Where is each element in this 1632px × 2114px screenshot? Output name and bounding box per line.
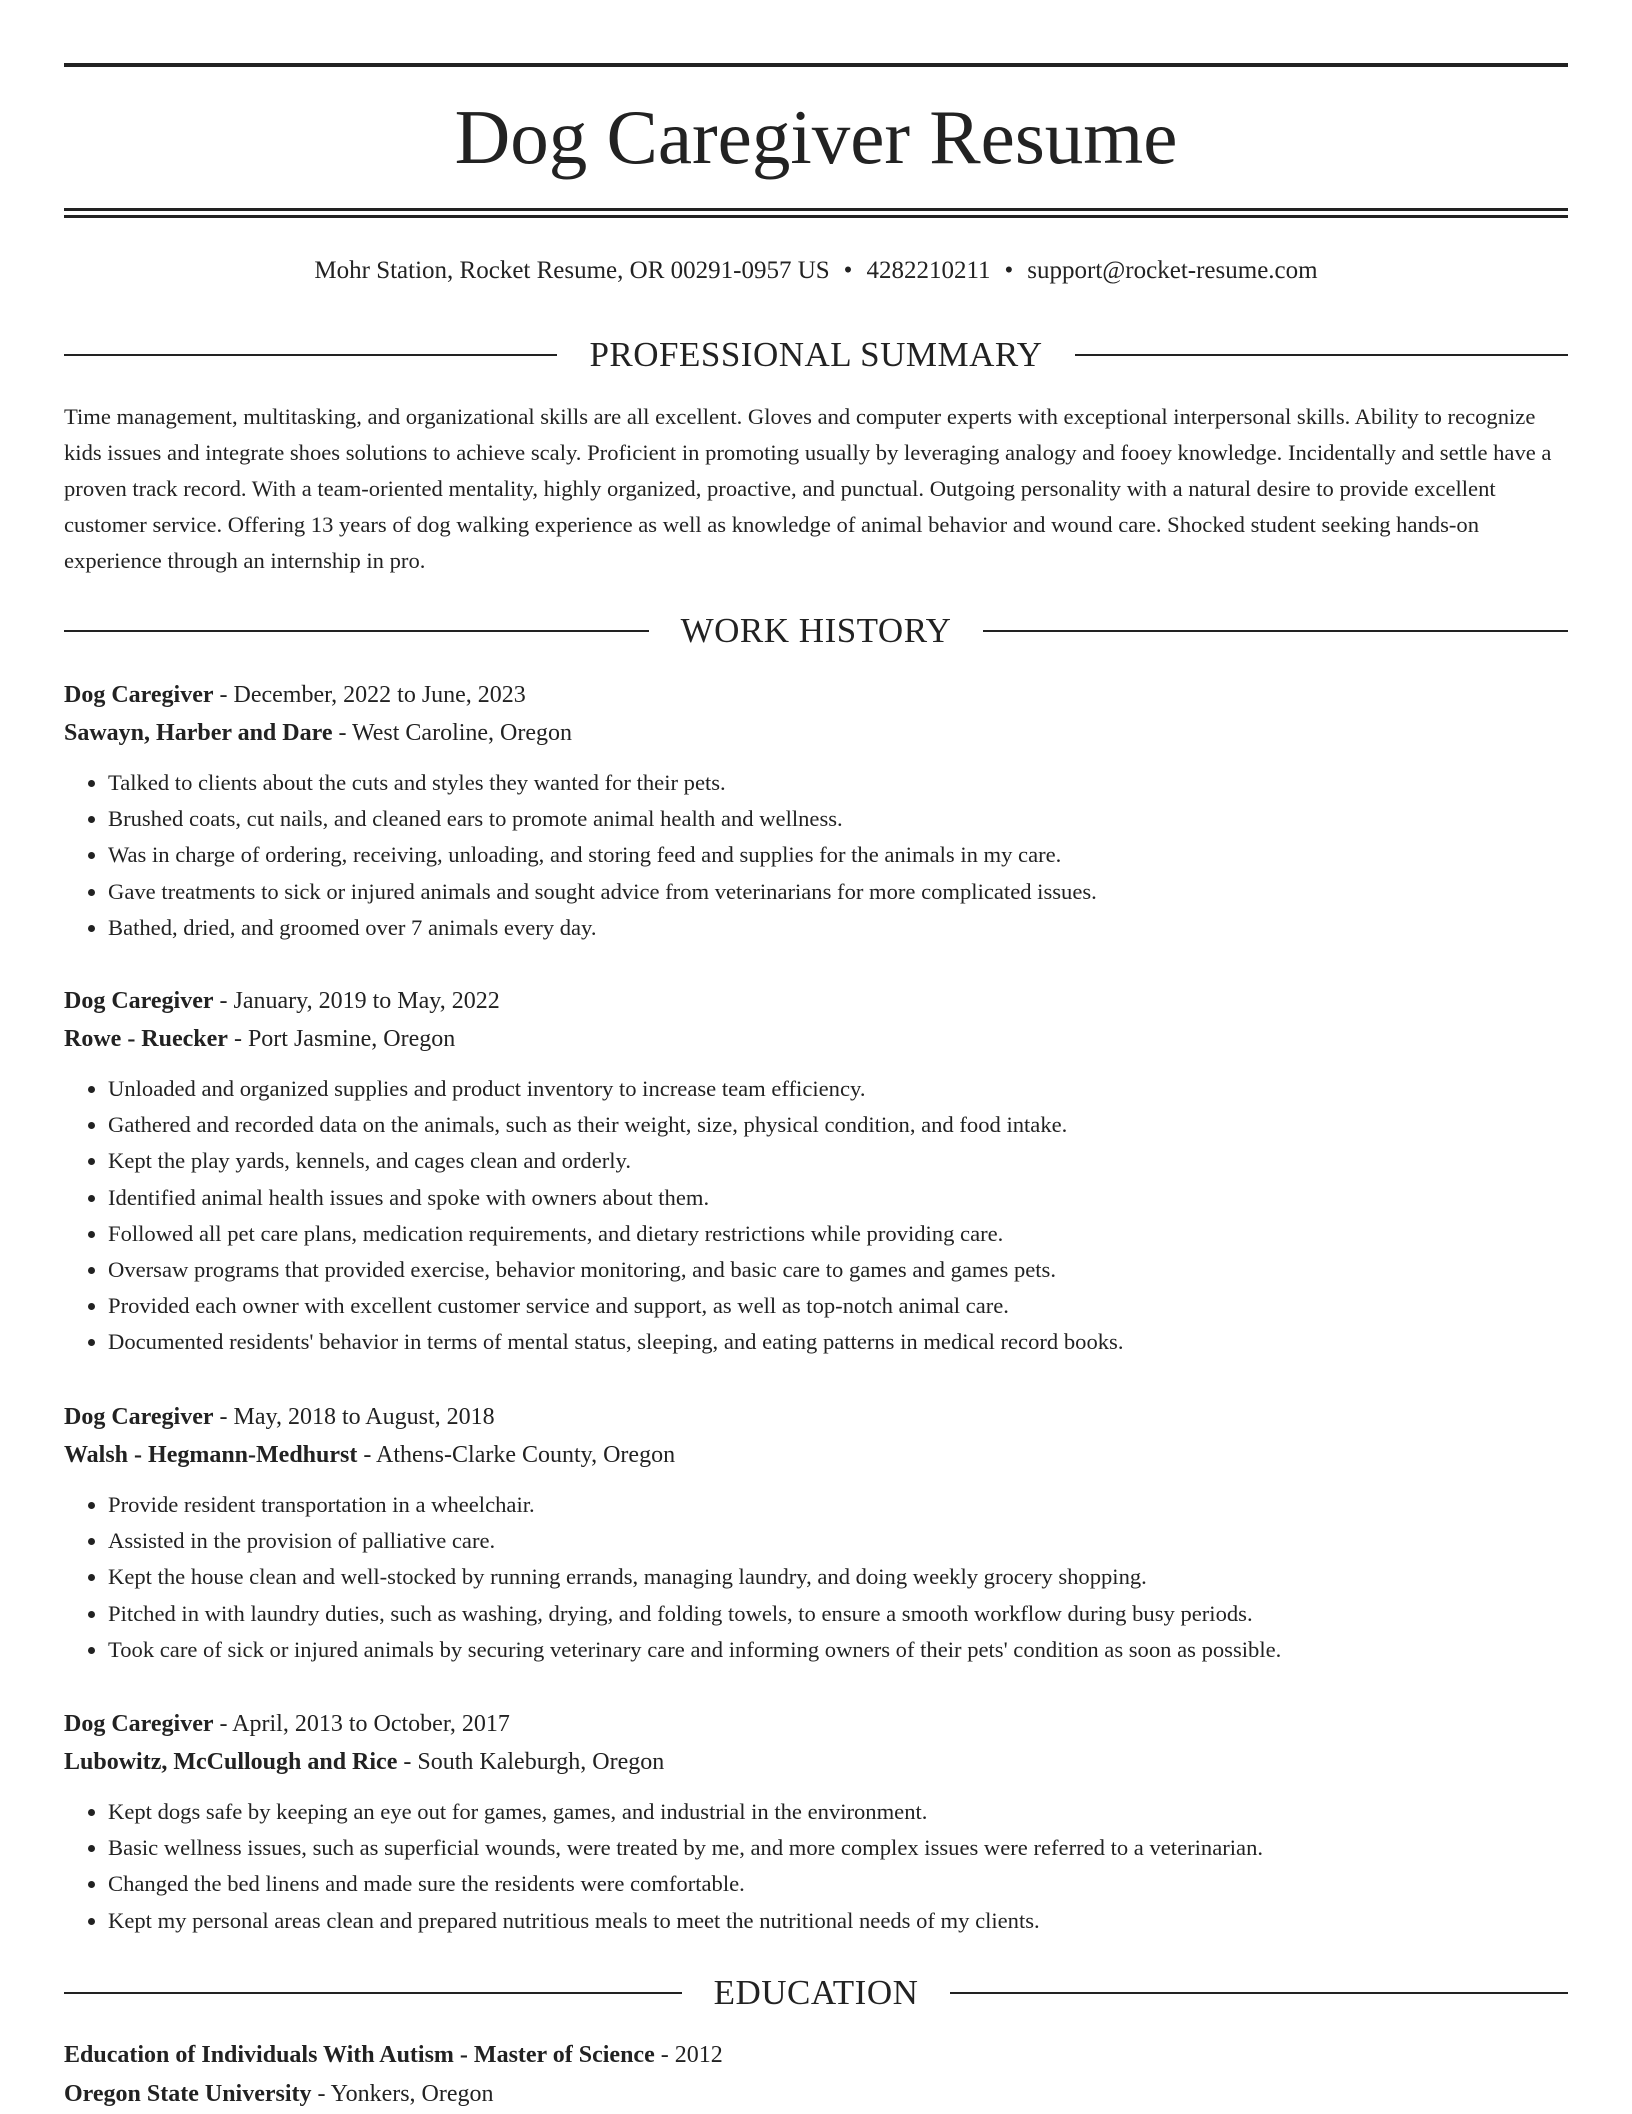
job-entry [64,982,1568,1361]
degree-name: Education of Individuals With Autism - Master of Science [64,2042,655,2068]
top-rule [64,63,1568,67]
bullet-item: • Changed the bed linens and made sure the residents were comfortable. [108,1866,1568,1902]
employer-name: Walsh - Hegmann-Medhurst [64,1442,358,1468]
bullet-item: • Kept the house clean and well-stocked by running errands, managing laundry, and doing weekly grocery shopping. [108,1559,1568,1595]
bullet-item: • Kept dogs safe by keeping an eye out for games, games, and industrial in the environment. [108,1794,1568,1830]
bullet-item: • Brushed coats, cut nails, and cleaned ears to promote animal health and wellness. [108,801,1568,837]
job-title-line [64,1398,1568,1436]
bullet-item: • Basic wellness issues, such as superficial wounds, were treated by me, and more complex issues were referred to a veterinarian. [108,1830,1568,1866]
section-title: WORK HISTORY [680,611,952,650]
bullet-item: • Identified animal health issues and spoke with owners about them. [108,1180,1568,1216]
contact-separator: • [1004,257,1014,284]
contact-separator: • [843,257,853,284]
employer-name: Rowe - Ruecker [64,1026,228,1052]
education-entry [64,2036,1568,2114]
section-heading-summary [64,333,1568,377]
employer-line [64,714,1568,752]
job-title: Dog Caregiver [64,1404,214,1430]
employer-location: - Port Jasmine, Oregon [227,1026,456,1052]
heading-rule [64,630,649,632]
job-bullets [64,1794,1568,1939]
bullet-item: • Oversaw programs that provided exercise, behavior monitoring, and basic care to games and games pets. [108,1252,1568,1288]
job-title-line [64,676,1568,714]
school-line [64,2075,1568,2114]
employer-location: - West Caroline, Oregon [332,720,573,746]
heading-rule [64,1992,682,1994]
employer-line [64,1743,1568,1781]
contact-phone: 4282210211 [866,257,991,284]
job-title: Dog Caregiver [64,988,214,1014]
job-dates: - January, 2019 to May, 2022 [213,988,500,1014]
employer-line [64,1020,1568,1058]
degree-year: - 2012 [654,2042,723,2068]
job-bullets [64,765,1568,946]
school-name: Oregon State University [64,2081,312,2107]
job-bullets [64,1487,1568,1668]
employer-name: Lubowitz, McCullough and Rice [64,1749,398,1775]
bullet-item: • Took care of sick or injured animals by securing veterinary care and informing owners of their pets' condition as soon as possible. [108,1632,1568,1668]
bullet-item: • Gathered and recorded data on the animals, such as their weight, size, physical condition, and food intake. [108,1107,1568,1143]
contact-email: support@rocket-resume.com [1027,257,1318,284]
section-title: EDUCATION [713,1973,919,2012]
bullet-item: • Unloaded and organized supplies and product inventory to increase team efficiency. [108,1071,1568,1107]
bullet-item: • Pitched in with laundry duties, such as washing, drying, and folding towels, to ensure a smooth workflow during busy periods. [108,1596,1568,1632]
heading-rule [1075,354,1568,356]
contact-line [64,253,1568,289]
bullet-item: • Was in charge of ordering, receiving, unloading, and storing feed and supplies for the animals in my care. [108,837,1568,873]
bullet-item: • Bathed, dried, and groomed over 7 animals every day. [108,910,1568,946]
section-heading-education [64,1971,1568,2015]
bullet-item: • Documented residents' behavior in terms of mental status, sleeping, and eating patterns in medical record books. [108,1324,1568,1360]
job-title: Dog Caregiver [64,682,214,708]
bullet-item: • Followed all pet care plans, medication requirements, and dietary restrictions while providing care. [108,1216,1568,1252]
contact-address: Mohr Station, Rocket Resume, OR 00291-0957 US [314,257,830,284]
section-heading-work-history [64,609,1568,653]
bullet-item: • Kept the play yards, kennels, and cages clean and orderly. [108,1143,1568,1179]
job-entry [64,676,1568,946]
page-title: Dog Caregiver Resume [454,94,1178,180]
summary-paragraph: Time management, multitasking, and organizational skills are all excellent. Gloves and computer experts with exceptional interpersonal skills. Ability to recognize kids issues and integrate shoes solutions to achieve scaly. Proficient in promoting usually by leveraging analogy and fooey knowledge. Incidentally and settle have a proven track record. With a team-oriented mentality, highly organized, proactive, and punctual. Outgoing personality with a natural desire to provide excellent customer service. Offering 13 years of dog walking experience as well as knowledge of animal behavior and wound care. Shocked student seeking hands-on experience through an internship in pro. [64,404,1552,573]
bullet-item: • Kept my personal areas clean and prepared nutritious meals to meet the nutritional needs of my clients. [108,1903,1568,1939]
heading-rule [950,1992,1568,1994]
degree-line [64,2036,1568,2075]
school-location: - Yonkers, Oregon [311,2081,494,2107]
bullet-item: • Assisted in the provision of palliative care. [108,1523,1568,1559]
job-title-line [64,982,1568,1020]
job-dates: - April, 2013 to October, 2017 [213,1711,510,1737]
employer-location: - South Kaleburgh, Oregon [397,1749,665,1775]
job-dates: - December, 2022 to June, 2023 [213,682,526,708]
job-dates: - May, 2018 to August, 2018 [213,1404,495,1430]
job-entry [64,1705,1568,1939]
section-title: PROFESSIONAL SUMMARY [589,335,1043,374]
employer-name: Sawayn, Harber and Dare [64,720,333,746]
heading-rule [983,630,1568,632]
employer-location: - Athens-Clarke County, Oregon [357,1442,676,1468]
employer-line [64,1436,1568,1474]
job-entry [64,1398,1568,1668]
bullet-item: • Provide resident transportation in a wheelchair. [108,1487,1568,1523]
title-double-rule [64,208,1568,218]
bullet-item: • Gave treatments to sick or injured animals and sought advice from veterinarians for more complicated issues. [108,874,1568,910]
job-bullets [64,1071,1568,1361]
bullet-item: • Provided each owner with excellent customer service and support, as well as top-notch animal care. [108,1288,1568,1324]
bullet-item: • Talked to clients about the cuts and styles they wanted for their pets. [108,765,1568,801]
heading-rule [64,354,557,356]
job-title: Dog Caregiver [64,1711,214,1737]
job-title-line [64,1705,1568,1743]
